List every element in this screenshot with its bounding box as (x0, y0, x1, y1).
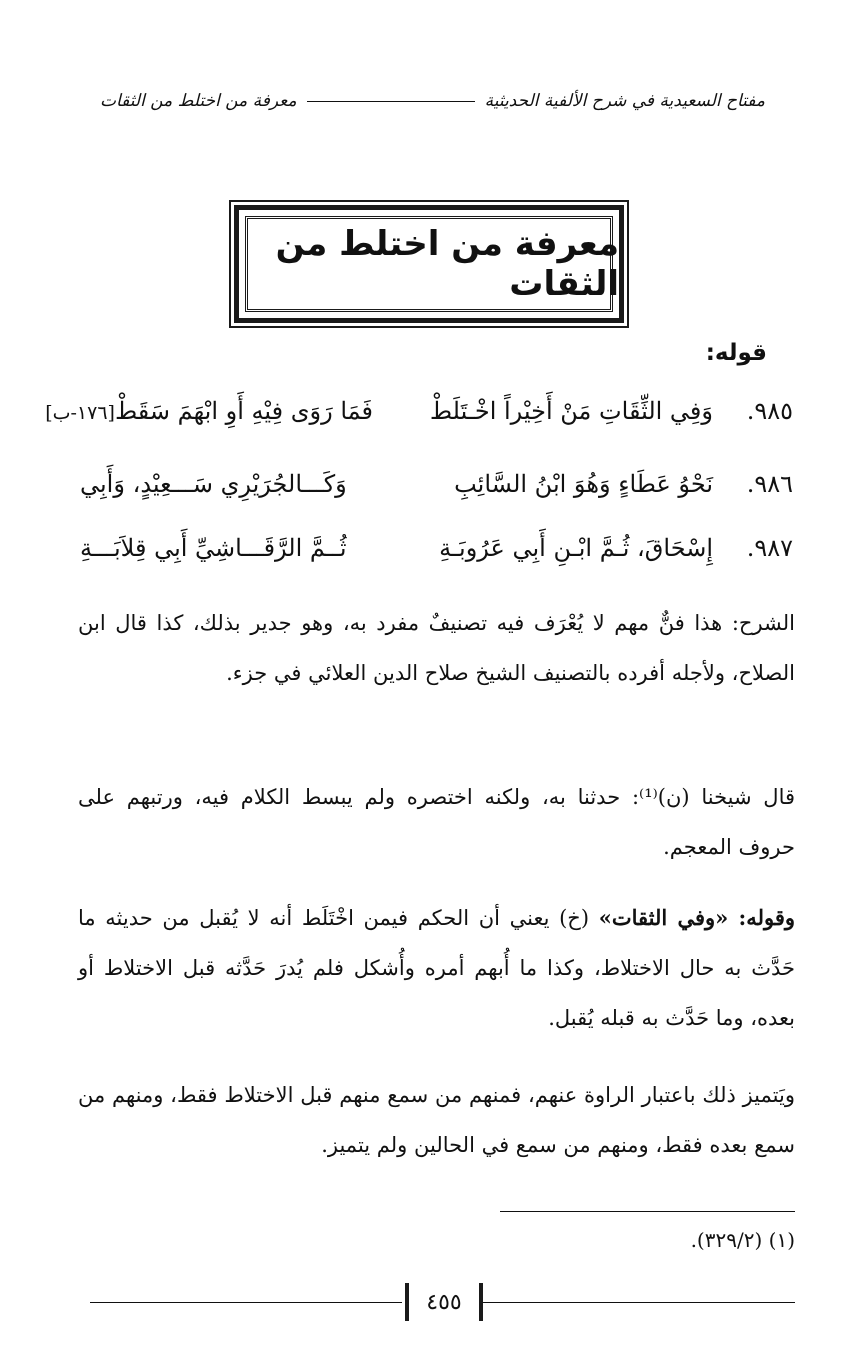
paragraph-text: قال شيخنا (ن)⁽¹⁾: حدثنا به، ولكنه اختصره ولم يبسط الكلام فيه، ورتبهم على حروف المعجم. (78, 785, 796, 859)
footnote: (١) (٣٢٩/٢). (690, 1228, 795, 1252)
qawluh-label: قوله: (705, 340, 767, 366)
page-number-rule-right (463, 1302, 795, 1303)
paragraph-shaykh (78, 772, 795, 872)
commentary-paragraph (78, 598, 795, 698)
verse-second-hemistich: وَكَـــالجُرَيْرِي سَـــعِيْدٍ، وَأَبِي (80, 470, 347, 498)
paragraph-text: الشرح: هذا فنٌّ مهم لا يُعْرَف فيه تصنيفٌ مفرد به، وهو جدير بذلك، كذا قال ابن الصلاح، ولأجله أفرده بالتصنيف الشيخ صلاح الدين العلائي في جزء. (78, 611, 795, 685)
paragraph-qawluh (78, 893, 795, 1043)
chapter-title: معرفة من اختلط من الثقات (275, 224, 619, 304)
header-rule (307, 101, 475, 102)
verse-first-hemistich: إِسْحَاقَ، ثُـمَّ ابْـنِ أَبِي عَرُوبَـةِ (439, 534, 713, 562)
page-number: ٤٥٥ (405, 1283, 483, 1321)
header-book-title: مفتاح السعيدية في شرح الألفية الحديثية (484, 91, 765, 111)
header-section-name: معرفة من اختلط من الثقات (100, 91, 297, 111)
verse-986 (80, 462, 793, 506)
verse-987 (80, 526, 793, 570)
paragraph-tamyiz (78, 1070, 795, 1170)
verse-number: ٩٨٦. (746, 470, 793, 498)
verse-first-hemistich: نَحْوُ عَطَاءٍ وَهُوَ ابْنُ السَّائِبِ (454, 470, 713, 498)
verse-number: ٩٨٧. (746, 534, 793, 562)
footnote-rule (500, 1211, 795, 1212)
running-header (100, 86, 765, 116)
verse-second-hemistich: ثُــمَّ الرَّقَـــاشِيِّ أَبِي قِلاَبَـــةِ (80, 534, 347, 562)
page-number-rule-left (90, 1302, 402, 1303)
chapter-title-frame (234, 205, 624, 323)
verse-985 (45, 389, 793, 433)
verse-second-text: فَمَا رَوَى فِيْهِ أَوِ ابْهَمَ سَقَطْ (114, 397, 373, 425)
paragraph-lead: وقوله: «وفي الثقات» (598, 905, 795, 930)
paragraph-text: ويَتميز ذلك باعتبار الراوة عنهم، فمنهم من سمع منهم قبل الاختلاط فقط، ومنهم من سمع بعده فقط، ومنهم من سمع في الحالين ولم يتميز. (78, 1083, 795, 1157)
verse-first-hemistich: وَفِي الثِّقَاتِ مَنْ أَخِيْراً اخْـتَلَطْ (429, 397, 713, 425)
verse-number: ٩٨٥. (746, 397, 793, 425)
verse-second-hemistich (45, 397, 373, 425)
manuscript-marker: [١٧٦-ب] (45, 402, 115, 424)
paragraph-text: (خ) يعني أن الحكم فيمن اخْتَلَط أنه لا يُقبل من حديثه ما حَدَّث به حال الاختلاط، وكذا ما أُبهم أمره وأُشكل فلم يُدرَ حَدَّثه قبل الاختلاط أو بعده، وما حَدَّث به قبله يُقبل. (78, 906, 795, 1030)
